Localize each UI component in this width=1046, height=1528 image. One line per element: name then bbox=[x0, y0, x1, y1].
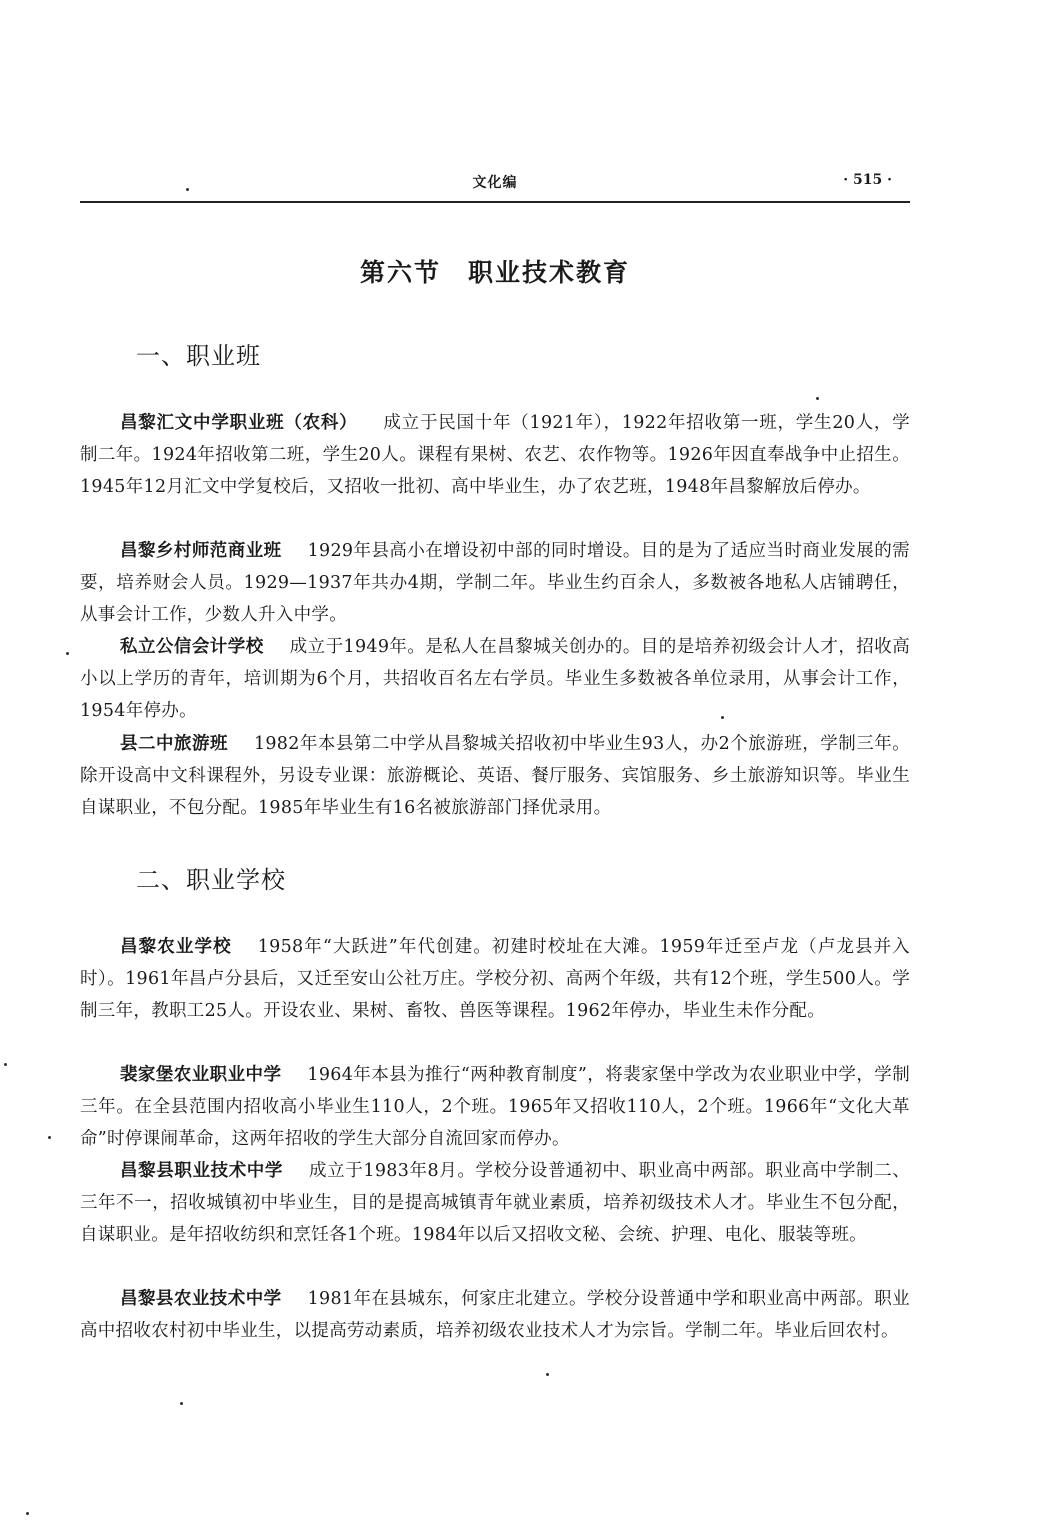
paragraph bbox=[80, 1284, 910, 1348]
paragraph-heading: 昌黎县农业技术中学 bbox=[120, 1289, 282, 1309]
paragraph-text: 1958年“大跃进”年代创建。初建时校址在大滩。1959年迁至卢龙（卢龙县并入时）。1961年昌卢分县后，又迁至安山公社万庄。学校分初、高两个年级，共有12个班，学生500人。学制三年，教职工25人。开设农业、果树、畜牧、兽医等课程。1962年停办，毕业生未作分配。 bbox=[80, 937, 910, 1021]
paragraph-heading: 昌黎农业学校 bbox=[120, 937, 232, 957]
scan-speck bbox=[721, 716, 724, 719]
paragraph-text: 成立于1983年8月。学校分设普通初中、职业高中两部。职业高中学制二、三年不一，招收城镇初中毕业生，目的是提高城镇青年就业素质，培养初级技术人才。毕业生不包分配，自谋职业。是年招收纺织和烹饪各1个班。1984年以后又招收文秘、会统、护理、电化、服装等班。 bbox=[80, 1161, 910, 1245]
scan-speck bbox=[816, 397, 819, 400]
scan-speck bbox=[66, 652, 69, 655]
part2-title: 二、职业学校 bbox=[136, 866, 286, 894]
scan-speck bbox=[26, 1512, 29, 1515]
scan-speck bbox=[186, 188, 189, 191]
paragraph bbox=[80, 1156, 910, 1251]
scan-speck bbox=[180, 1402, 183, 1405]
paragraph-heading: 昌黎汇文中学职业班（农科） bbox=[120, 413, 358, 433]
paragraph-text: 1981年在县城东，何家庄北建立。学校分设普通中学和职业高中两部。职业高中招收农村初中毕业生，以提高劳动素质，培养初级农业技术人才为宗旨。学制二年。毕业后回农村。 bbox=[80, 1289, 910, 1341]
paragraph-heading: 昌黎乡村师范商业班 bbox=[120, 541, 282, 561]
part1-title: 一、职业班 bbox=[136, 342, 261, 370]
paragraph bbox=[80, 1060, 910, 1155]
header-rule bbox=[80, 201, 910, 203]
page-number: · 515 · bbox=[843, 172, 892, 188]
paragraph-text: 1964年本县为推行“两种教育制度”，将裴家堡中学改为农业职业中学，学制三年。在全县范围内招收高小毕业生110人，2个班。1965年又招收110人，2个班。1966年“文化大革命”时停课闹革命，这两年招收的学生大部分自流回家而停办。 bbox=[80, 1065, 910, 1149]
paragraph-heading: 县二中旅游班 bbox=[120, 734, 228, 754]
paragraph bbox=[80, 536, 910, 631]
scan-speck bbox=[48, 1136, 51, 1139]
paragraph-heading: 裴家堡农业职业中学 bbox=[120, 1065, 282, 1085]
section-title: 第六节 职业技术教育 bbox=[359, 258, 630, 287]
paragraph bbox=[80, 408, 910, 503]
paragraph bbox=[80, 729, 910, 824]
paragraph-heading: 私立公信会计学校 bbox=[120, 637, 264, 657]
paragraph-text: 成立于1949年。是私人在昌黎城关创办的。目的是培养初级会计人才，招收高小以上学历的青年，培训期为6个月，共招收百名左右学员。毕业生多数被各单位录用，从事会计工作，1954年停办。 bbox=[80, 637, 910, 721]
paragraph bbox=[80, 932, 910, 1027]
paragraph-text: 1929年县高小在增设初中部的同时增设。目的是为了适应当时商业发展的需要，培养财会人员。1929—1937年共办4期，学制二年。毕业生约百余人，多数被各地私人店铺聘任，从事会计工作，少数人升入中学。 bbox=[80, 541, 910, 625]
paragraph-heading: 昌黎县职业技术中学 bbox=[120, 1161, 284, 1181]
scan-speck bbox=[4, 1063, 7, 1066]
header-title: 文化编 bbox=[472, 175, 518, 191]
paragraph-text: 1982年本县第二中学从昌黎城关招收初中毕业生93人，办2个旅游班，学制三年。除开设高中文科课程外，另设专业课：旅游概论、英语、餐厅服务、宾馆服务、乡土旅游知识等。毕业生自谋职业，不包分配。1985年毕业生有16名被旅游部门择优录用。 bbox=[80, 734, 910, 818]
paragraph-text: 成立于民国十年（1921年），1922年招收第一班，学生20人，学制二年。1924年招收第二班，学生20人。课程有果树、农艺、农作物等。1926年因直奉战争中止招生。1945年12月汇文中学复校后，又招收一批初、高中毕业生，办了农艺班，1948年昌黎解放后停办。 bbox=[80, 413, 910, 497]
paragraph bbox=[80, 632, 910, 727]
scan-speck bbox=[546, 1373, 549, 1376]
running-header bbox=[80, 172, 910, 194]
